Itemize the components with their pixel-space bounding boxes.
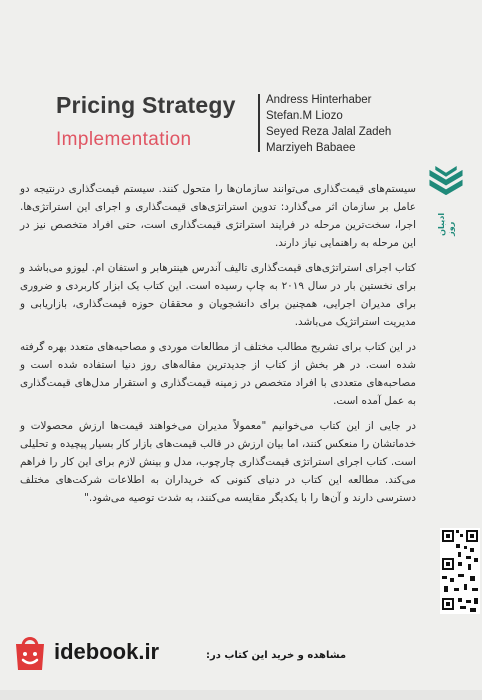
store-logo[interactable] <box>10 632 159 672</box>
author-name: Marziyeh Babaee <box>266 142 356 154</box>
book-subtitle: Implementation <box>56 129 192 150</box>
publisher-logo <box>426 166 466 236</box>
author-name: Seyed Reza Jalal Zadeh <box>266 126 392 138</box>
store-logo-text: idebook.ir <box>54 639 160 664</box>
title-divider <box>258 94 260 152</box>
back-cover-text <box>20 180 416 514</box>
paragraph: کتاب اجرای استراتژی‌های قیمت‌گذاری تالیف آندرس هینترهابر و استفان ام. لیوزو می‌باشد و برای نخستین بار در سال ۲۰۱۹ به چاپ رسیده است. این کتاب یک ابزار کاربردی و ضروری برای مدیران اجرایی، همچنین برای دانشجویان و محققان حوزه قیمت‌گذاری، بازاریابی و مدیریت استراتژیک می‌باشد. <box>20 262 416 328</box>
paragraph: در جایی از این کتاب می‌خوانیم "معمولاً مدیران می‌خواهند قیمت‌ها ارزش محصولات و خدماتشان را منعکس کنند، اما بیان ارزش در قالب قیمت‌های بازار کار بسیار پیچیده و تحلیلی است. کتاب اجرای استراتژی قیمت‌گذاری چارچوب، مدل و بینش لازم برای این کار را فراهم می‌کند. مطالعه این کتاب در دنیای کنونی که خریداران به اطلاعات شرکت‌های مختلف دسترسی دارند و آن‌ها را با یکدیگر مقایسه می‌کنند، به شدت توصیه می‌شود." <box>20 420 416 504</box>
buy-label: مشاهده و خرید این کتاب در: <box>206 650 347 661</box>
publisher-name: ادیبان روز <box>437 213 455 236</box>
shopping-bag-icon <box>10 632 50 672</box>
paragraph: سیستم‌های قیمت‌گذاری می‌توانند سازمان‌ها را متحول کنند. سیستم قیمت‌گذاری درنتیجه دو عامل بر سازمان اثر می‌گذارد: تدوین استراتژی‌های قیمت‌گذاری و اجرای این استراتژی‌ها. اجرا، سخت‌ترین مرحله در فرایند استراتژی قیمت‌گذاری است، حتی افراد متخصص نیز در این مرحله به راهنمایی نیاز دارند. <box>20 183 416 249</box>
author-name: Stefan.M Liozo <box>266 110 343 122</box>
qr-code-icon <box>440 528 480 614</box>
author-name: Andress Hinterhaber <box>266 94 372 106</box>
paragraph: در این کتاب برای تشریح مطالب مختلف از مطالعات موردی و مصاحبه‌های متعدد بهره گرفته شده است. در هر بخش از کتاب از جدیدترین مقاله‌های روز دنیا استفاده شده است و مصاحبه‌های متعددی با افراد متخصص در زمینه قیمت‌گذاری و استقرار مدل‌های قیمت‌گذاری به عمل آمده است. <box>20 341 416 407</box>
title-block <box>56 92 236 151</box>
author-list <box>266 92 391 156</box>
publisher-emblem-icon <box>427 166 465 195</box>
footer-strip <box>0 690 482 700</box>
book-title: Pricing Strategy <box>56 92 236 118</box>
